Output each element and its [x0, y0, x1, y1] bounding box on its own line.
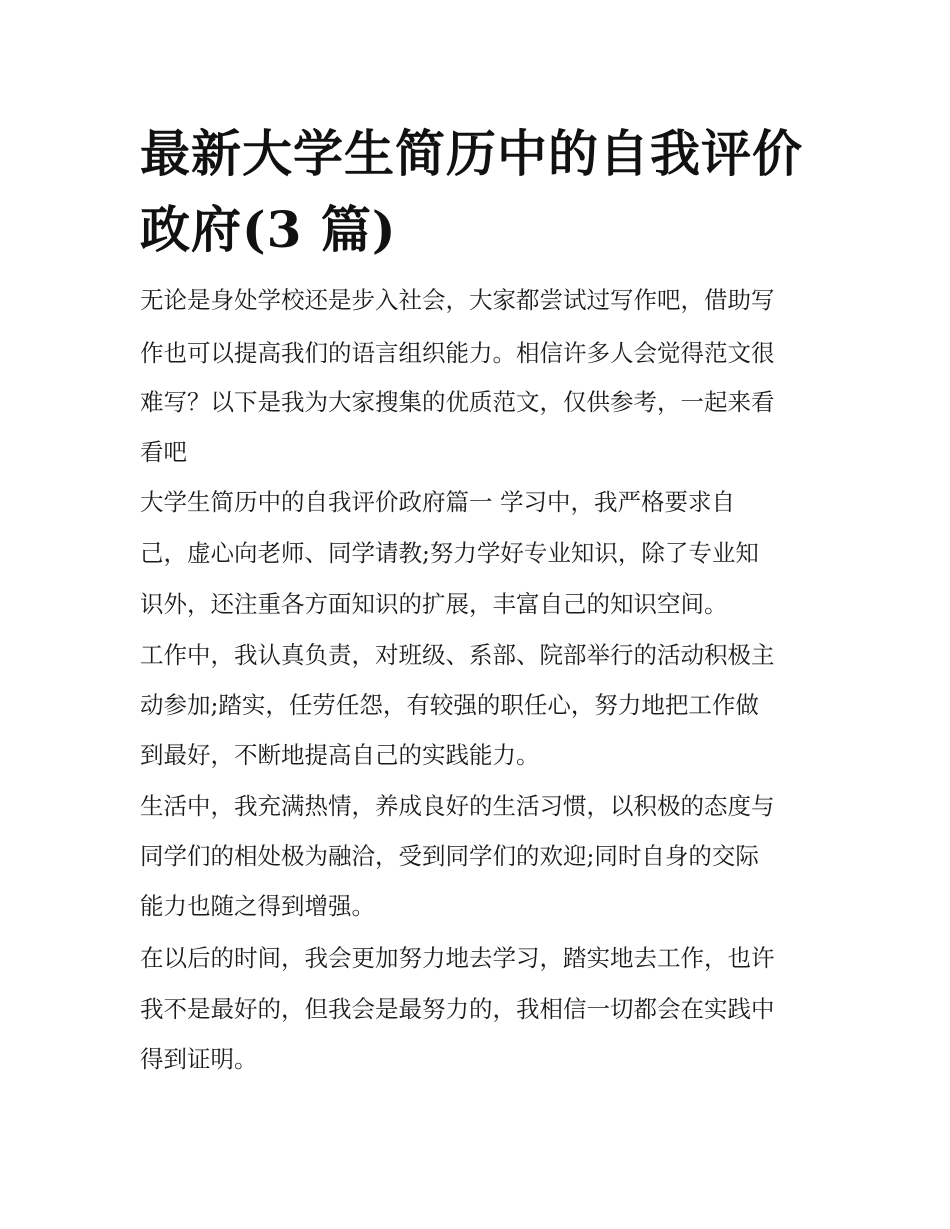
body-line: 看吧: [140, 438, 187, 466]
body-line: 识外，还注重各方面知识的扩展，丰富自己的知识空间。: [140, 590, 728, 618]
body-line: 动参加;踏实，任劳任怨，有较强的职任心，努力地把工作做: [140, 691, 759, 719]
body-line: 到最好，不断地提高自己的实践能力。: [140, 741, 540, 769]
document-title: [140, 116, 820, 268]
title-line-2: 政府(3 篇): [140, 200, 397, 259]
body-line: 作也可以提高我们的语言组织能力。相信许多人会觉得范文很: [140, 339, 775, 367]
body-line: 在以后的时间，我会更加努力地去学习，踏实地去工作，也许: [140, 944, 775, 972]
body-line: 同学们的相处极为融洽，受到同学们的欢迎;同时自身的交际: [140, 842, 759, 870]
body-line: 生活中，我充满热情，养成良好的生活习惯，以积极的态度与: [140, 792, 775, 820]
title-line-1: 最新大学生简历中的自我评价: [140, 124, 803, 183]
body-line: 己，虚心向老师、同学请教;努力学好专业知识，除了专业知: [140, 539, 759, 567]
body-line: 得到证明。: [140, 1045, 258, 1073]
body-line: 工作中，我认真负责，对班级、系部、院部举行的活动积极主: [140, 641, 775, 669]
body-line: 无论是身处学校还是步入社会，大家都尝试过写作吧，借助写: [140, 286, 775, 314]
body-line: 大学生简历中的自我评价政府篇一 学习中，我严格要求自: [140, 488, 735, 516]
body-line: 能力也随之得到增强。: [140, 892, 375, 920]
body-line: 难写？以下是我为大家搜集的优质范文，仅供参考，一起来看: [140, 388, 775, 416]
body-line: 我不是最好的，但我会是最努力的，我相信一切都会在实践中: [140, 995, 775, 1023]
